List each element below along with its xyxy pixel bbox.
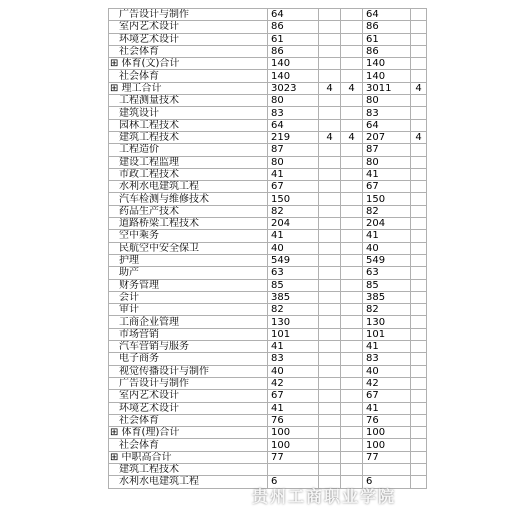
count-col4-cell[interactable]	[341, 279, 363, 291]
count-col3-cell[interactable]	[319, 58, 341, 70]
count-col5-cell[interactable]: 100	[363, 439, 411, 451]
major-name-cell[interactable]: 水利水电建筑工程	[109, 181, 268, 193]
table-row	[109, 414, 427, 426]
count-col3-cell[interactable]	[319, 193, 341, 205]
count-col4-cell[interactable]	[341, 377, 363, 389]
table-row	[109, 353, 427, 365]
count-col5-cell[interactable]: 549	[363, 254, 411, 266]
table-row	[109, 402, 427, 414]
major-name-cell[interactable]: 药品生产技术	[109, 205, 268, 217]
count-col3-cell[interactable]	[319, 21, 341, 33]
count-col4-cell[interactable]	[341, 291, 363, 303]
count-col6-cell[interactable]	[411, 119, 427, 131]
count-col3-cell[interactable]	[319, 414, 341, 426]
count-col5-cell[interactable]: 140	[363, 70, 411, 82]
total-count-cell[interactable]: 67	[268, 181, 319, 193]
count-col5-cell[interactable]: 67	[363, 390, 411, 402]
count-col4-cell[interactable]	[341, 107, 363, 119]
count-col3-cell[interactable]	[319, 451, 341, 463]
count-col6-cell[interactable]: 4	[411, 82, 427, 94]
count-col6-cell[interactable]	[411, 365, 427, 377]
table-row	[109, 341, 427, 353]
count-col6-cell[interactable]	[411, 21, 427, 33]
count-col6-cell[interactable]	[411, 218, 427, 230]
count-col4-cell[interactable]	[341, 304, 363, 316]
table-row	[109, 119, 427, 131]
table-row	[109, 107, 427, 119]
table-row	[109, 267, 427, 279]
count-col4-cell[interactable]	[341, 9, 363, 21]
count-col4-cell[interactable]	[341, 168, 363, 180]
major-name-cell[interactable]: 环境艺术设计	[109, 402, 268, 414]
count-col6-cell[interactable]	[411, 341, 427, 353]
major-name-cell[interactable]: 建筑工程技术	[109, 131, 268, 143]
count-col5-cell[interactable]: 80	[363, 95, 411, 107]
major-name-cell[interactable]: 室内艺术设计	[109, 21, 268, 33]
count-col4-cell[interactable]	[341, 193, 363, 205]
count-col6-cell[interactable]	[411, 9, 427, 21]
count-col3-cell[interactable]	[319, 365, 341, 377]
count-col6-cell[interactable]	[411, 279, 427, 291]
major-name-cell[interactable]: 广告设计与制作	[109, 9, 268, 21]
count-col3-cell[interactable]	[319, 279, 341, 291]
major-name-cell[interactable]: 电子商务	[109, 353, 268, 365]
major-name-cell[interactable]: 广告设计与制作	[109, 377, 268, 389]
total-count-cell[interactable]: 549	[268, 254, 319, 266]
count-col5-cell[interactable]: 385	[363, 291, 411, 303]
count-col5-cell[interactable]: 87	[363, 144, 411, 156]
major-name-cell[interactable]: 汽车检测与维修技术	[109, 193, 268, 205]
major-name-cell[interactable]: 园林工程技术	[109, 119, 268, 131]
major-name-cell[interactable]: ⊞ 中职高合计	[109, 451, 268, 463]
major-name-cell[interactable]: 室内艺术设计	[109, 390, 268, 402]
count-col5-cell[interactable]: 41	[363, 402, 411, 414]
total-count-cell[interactable]: 385	[268, 291, 319, 303]
major-name-cell[interactable]: 环境艺术设计	[109, 33, 268, 45]
table-row	[109, 242, 427, 254]
total-count-cell[interactable]: 41	[268, 230, 319, 242]
count-col4-cell[interactable]	[341, 242, 363, 254]
count-col6-cell[interactable]	[411, 168, 427, 180]
count-col6-cell[interactable]	[411, 70, 427, 82]
major-name-cell[interactable]: 财务管理	[109, 279, 268, 291]
count-col3-cell[interactable]	[319, 218, 341, 230]
count-col6-cell[interactable]	[411, 230, 427, 242]
total-count-cell[interactable]: 219	[268, 131, 319, 143]
count-col6-cell[interactable]	[411, 353, 427, 365]
major-name-cell[interactable]: 工程测量技术	[109, 95, 268, 107]
table-row	[109, 144, 427, 156]
table-body	[109, 9, 427, 489]
major-name-cell[interactable]: 护理	[109, 254, 268, 266]
count-col3-cell[interactable]	[319, 439, 341, 451]
major-name-cell[interactable]: 市政工程技术	[109, 168, 268, 180]
count-col6-cell[interactable]	[411, 291, 427, 303]
total-count-cell[interactable]: 40	[268, 365, 319, 377]
table-row	[109, 168, 427, 180]
count-col4-cell[interactable]	[341, 328, 363, 340]
table-row	[109, 218, 427, 230]
total-count-cell[interactable]: 87	[268, 144, 319, 156]
count-col5-cell[interactable]: 41	[363, 341, 411, 353]
major-name-cell[interactable]: 视觉传播设计与制作	[109, 365, 268, 377]
enrollment-table	[108, 8, 427, 489]
total-count-cell[interactable]	[268, 463, 319, 475]
major-name-cell[interactable]: 汽车营销与服务	[109, 341, 268, 353]
major-name-cell[interactable]: 建筑设计	[109, 107, 268, 119]
count-col3-cell[interactable]	[319, 168, 341, 180]
count-col3-cell[interactable]	[319, 390, 341, 402]
count-col4-cell[interactable]	[341, 414, 363, 426]
table-row	[109, 463, 427, 475]
major-name-cell[interactable]: ⊞ 体育(文)合计	[109, 58, 268, 70]
count-col4-cell[interactable]	[341, 427, 363, 439]
count-col4-cell[interactable]	[341, 463, 363, 475]
count-col4-cell[interactable]	[341, 341, 363, 353]
major-name-cell[interactable]: 工程造价	[109, 144, 268, 156]
total-count-cell[interactable]: 80	[268, 95, 319, 107]
count-col6-cell[interactable]	[411, 439, 427, 451]
table-row	[109, 45, 427, 57]
count-col3-cell[interactable]	[319, 377, 341, 389]
count-col6-cell[interactable]	[411, 316, 427, 328]
group-total-row	[109, 58, 427, 70]
table-row	[109, 377, 427, 389]
count-col6-cell[interactable]	[411, 451, 427, 463]
table-row	[109, 304, 427, 316]
major-name-cell[interactable]: 社会体育	[109, 414, 268, 426]
total-count-cell[interactable]: 63	[268, 267, 319, 279]
table-row	[109, 9, 427, 21]
total-count-cell[interactable]: 76	[268, 414, 319, 426]
count-col3-cell[interactable]	[319, 427, 341, 439]
count-col6-cell[interactable]	[411, 144, 427, 156]
count-col5-cell[interactable]: 63	[363, 267, 411, 279]
table-row	[109, 131, 427, 143]
major-name-cell[interactable]: 空中乘务	[109, 230, 268, 242]
table-row	[109, 21, 427, 33]
table-row	[109, 230, 427, 242]
count-col4-cell[interactable]	[341, 451, 363, 463]
count-col3-cell[interactable]	[319, 402, 341, 414]
count-col3-cell[interactable]	[319, 242, 341, 254]
count-col5-cell[interactable]: 6	[363, 476, 411, 488]
total-count-cell[interactable]: 64	[268, 119, 319, 131]
count-col3-cell[interactable]	[319, 267, 341, 279]
count-col6-cell[interactable]	[411, 58, 427, 70]
count-col4-cell[interactable]	[341, 33, 363, 45]
count-col3-cell[interactable]	[319, 291, 341, 303]
total-count-cell[interactable]: 40	[268, 242, 319, 254]
count-col6-cell[interactable]	[411, 377, 427, 389]
count-col6-cell[interactable]	[411, 463, 427, 475]
count-col6-cell[interactable]	[411, 414, 427, 426]
count-col3-cell[interactable]	[319, 254, 341, 266]
table-row	[109, 279, 427, 291]
count-col5-cell[interactable]: 140	[363, 58, 411, 70]
count-col5-cell[interactable]: 76	[363, 414, 411, 426]
count-col3-cell[interactable]	[319, 95, 341, 107]
table-row	[109, 181, 427, 193]
count-col4-cell[interactable]	[341, 21, 363, 33]
count-col4-cell[interactable]	[341, 70, 363, 82]
group-total-row	[109, 451, 427, 463]
count-col3-cell[interactable]	[319, 144, 341, 156]
count-col6-cell[interactable]: 4	[411, 131, 427, 143]
table-row	[109, 205, 427, 217]
count-col3-cell[interactable]: 4	[319, 82, 341, 94]
count-col5-cell[interactable]: 61	[363, 33, 411, 45]
table-row	[109, 365, 427, 377]
table-row	[109, 439, 427, 451]
major-name-cell[interactable]: 民航空中安全保卫	[109, 242, 268, 254]
table-row	[109, 33, 427, 45]
total-count-cell[interactable]: 41	[268, 402, 319, 414]
major-name-cell[interactable]: 社会体育	[109, 439, 268, 451]
count-col5-cell[interactable]	[363, 463, 411, 475]
count-col4-cell[interactable]	[341, 402, 363, 414]
count-col5-cell[interactable]: 86	[363, 21, 411, 33]
count-col4-cell[interactable]	[341, 254, 363, 266]
count-col6-cell[interactable]	[411, 95, 427, 107]
count-col3-cell[interactable]: 4	[319, 131, 341, 143]
major-name-cell[interactable]: 助产	[109, 267, 268, 279]
count-col3-cell[interactable]	[319, 463, 341, 475]
total-count-cell[interactable]: 140	[268, 58, 319, 70]
count-col3-cell[interactable]	[319, 107, 341, 119]
count-col4-cell[interactable]	[341, 119, 363, 131]
count-col5-cell[interactable]: 77	[363, 451, 411, 463]
count-col6-cell[interactable]	[411, 45, 427, 57]
table-row	[109, 193, 427, 205]
total-count-cell[interactable]: 100	[268, 439, 319, 451]
table-row	[109, 316, 427, 328]
total-count-cell[interactable]: 80	[268, 156, 319, 168]
total-count-cell[interactable]: 3023	[268, 82, 319, 94]
table-row	[109, 390, 427, 402]
total-count-cell[interactable]: 42	[268, 377, 319, 389]
count-col4-cell[interactable]	[341, 95, 363, 107]
total-count-cell[interactable]: 86	[268, 45, 319, 57]
total-count-cell[interactable]: 150	[268, 193, 319, 205]
major-name-cell[interactable]: ⊞ 体育(理)合计	[109, 427, 268, 439]
group-total-row	[109, 82, 427, 94]
count-col5-cell[interactable]: 85	[363, 279, 411, 291]
count-col6-cell[interactable]	[411, 205, 427, 217]
total-count-cell[interactable]: 41	[268, 341, 319, 353]
total-count-cell[interactable]: 101	[268, 328, 319, 340]
major-name-cell[interactable]: 建设工程监理	[109, 156, 268, 168]
count-col5-cell[interactable]: 3011	[363, 82, 411, 94]
count-col4-cell[interactable]	[341, 181, 363, 193]
group-total-row	[109, 427, 427, 439]
count-col5-cell[interactable]: 41	[363, 230, 411, 242]
count-col3-cell[interactable]	[319, 33, 341, 45]
count-col3-cell[interactable]	[319, 181, 341, 193]
table-row	[109, 328, 427, 340]
count-col5-cell[interactable]: 40	[363, 365, 411, 377]
count-col5-cell[interactable]: 82	[363, 205, 411, 217]
total-count-cell[interactable]: 130	[268, 316, 319, 328]
table-row	[109, 156, 427, 168]
count-col3-cell[interactable]	[319, 9, 341, 21]
major-name-cell[interactable]: 市场营销	[109, 328, 268, 340]
major-name-cell[interactable]: ⊞ 理工合计	[109, 82, 268, 94]
total-count-cell[interactable]: 85	[268, 279, 319, 291]
count-col5-cell[interactable]: 204	[363, 218, 411, 230]
count-col5-cell[interactable]: 83	[363, 353, 411, 365]
count-col6-cell[interactable]	[411, 402, 427, 414]
major-name-cell[interactable]: 建筑工程技术	[109, 463, 268, 475]
count-col4-cell[interactable]	[341, 365, 363, 377]
total-count-cell[interactable]: 204	[268, 218, 319, 230]
table-row	[109, 95, 427, 107]
major-name-cell[interactable]: 会计	[109, 291, 268, 303]
count-col4-cell[interactable]	[341, 439, 363, 451]
count-col3-cell[interactable]	[319, 341, 341, 353]
total-count-cell[interactable]: 77	[268, 451, 319, 463]
count-col5-cell[interactable]: 100	[363, 427, 411, 439]
major-name-cell[interactable]: 工商企业管理	[109, 316, 268, 328]
total-count-cell[interactable]: 61	[268, 33, 319, 45]
major-name-cell[interactable]: 社会体育	[109, 70, 268, 82]
count-col3-cell[interactable]	[319, 328, 341, 340]
major-name-cell[interactable]: 社会体育	[109, 45, 268, 57]
count-col6-cell[interactable]	[411, 33, 427, 45]
count-col6-cell[interactable]	[411, 267, 427, 279]
count-col4-cell[interactable]: 4	[341, 131, 363, 143]
major-name-cell[interactable]: 道路桥梁工程技术	[109, 218, 268, 230]
count-col5-cell[interactable]: 80	[363, 156, 411, 168]
count-col6-cell[interactable]	[411, 242, 427, 254]
major-name-cell[interactable]: 水利水电建筑工程	[109, 476, 268, 488]
total-count-cell[interactable]: 83	[268, 107, 319, 119]
count-col4-cell[interactable]: 4	[341, 82, 363, 94]
total-count-cell[interactable]: 64	[268, 9, 319, 21]
count-col3-cell[interactable]	[319, 304, 341, 316]
total-count-cell[interactable]: 86	[268, 21, 319, 33]
total-count-cell[interactable]: 67	[268, 390, 319, 402]
count-col6-cell[interactable]	[411, 107, 427, 119]
count-col5-cell[interactable]: 207	[363, 131, 411, 143]
table-row	[109, 254, 427, 266]
count-col6-cell[interactable]	[411, 193, 427, 205]
count-col4-cell[interactable]	[341, 230, 363, 242]
count-col5-cell[interactable]: 67	[363, 181, 411, 193]
count-col4-cell[interactable]	[341, 267, 363, 279]
total-count-cell[interactable]: 82	[268, 205, 319, 217]
count-col4-cell[interactable]	[341, 156, 363, 168]
count-col5-cell[interactable]: 40	[363, 242, 411, 254]
count-col5-cell[interactable]: 82	[363, 304, 411, 316]
count-col4-cell[interactable]	[341, 144, 363, 156]
table-row	[109, 291, 427, 303]
count-col5-cell[interactable]: 83	[363, 107, 411, 119]
count-col5-cell[interactable]: 64	[363, 119, 411, 131]
table-row	[109, 70, 427, 82]
count-col4-cell[interactable]	[341, 390, 363, 402]
count-col4-cell[interactable]	[341, 218, 363, 230]
count-col6-cell[interactable]	[411, 328, 427, 340]
count-col3-cell[interactable]	[319, 45, 341, 57]
count-col5-cell[interactable]: 130	[363, 316, 411, 328]
major-name-cell[interactable]: 审计	[109, 304, 268, 316]
count-col5-cell[interactable]: 42	[363, 377, 411, 389]
count-col3-cell[interactable]	[319, 230, 341, 242]
count-col6-cell[interactable]	[411, 156, 427, 168]
count-col6-cell[interactable]	[411, 476, 427, 488]
total-count-cell[interactable]: 83	[268, 353, 319, 365]
count-col4-cell[interactable]	[341, 316, 363, 328]
total-count-cell[interactable]: 140	[268, 70, 319, 82]
school-watermark: 贵州工商职业学院	[252, 487, 397, 506]
count-col6-cell[interactable]	[411, 181, 427, 193]
count-col5-cell[interactable]: 101	[363, 328, 411, 340]
count-col5-cell[interactable]: 86	[363, 45, 411, 57]
count-col6-cell[interactable]	[411, 304, 427, 316]
count-col3-cell[interactable]	[319, 353, 341, 365]
count-col5-cell[interactable]: 64	[363, 9, 411, 21]
count-col3-cell[interactable]	[319, 156, 341, 168]
count-col3-cell[interactable]	[319, 119, 341, 131]
total-count-cell[interactable]: 41	[268, 168, 319, 180]
total-count-cell[interactable]: 100	[268, 427, 319, 439]
count-col6-cell[interactable]	[411, 390, 427, 402]
count-col5-cell[interactable]: 150	[363, 193, 411, 205]
count-col6-cell[interactable]	[411, 254, 427, 266]
count-col3-cell[interactable]	[319, 70, 341, 82]
count-col6-cell[interactable]	[411, 427, 427, 439]
total-count-cell[interactable]: 82	[268, 304, 319, 316]
count-col4-cell[interactable]	[341, 205, 363, 217]
count-col4-cell[interactable]	[341, 45, 363, 57]
count-col5-cell[interactable]: 41	[363, 168, 411, 180]
count-col4-cell[interactable]	[341, 58, 363, 70]
count-col3-cell[interactable]	[319, 205, 341, 217]
total-count-cell[interactable]: 6	[268, 476, 319, 488]
count-col4-cell[interactable]	[341, 353, 363, 365]
count-col3-cell[interactable]	[319, 316, 341, 328]
